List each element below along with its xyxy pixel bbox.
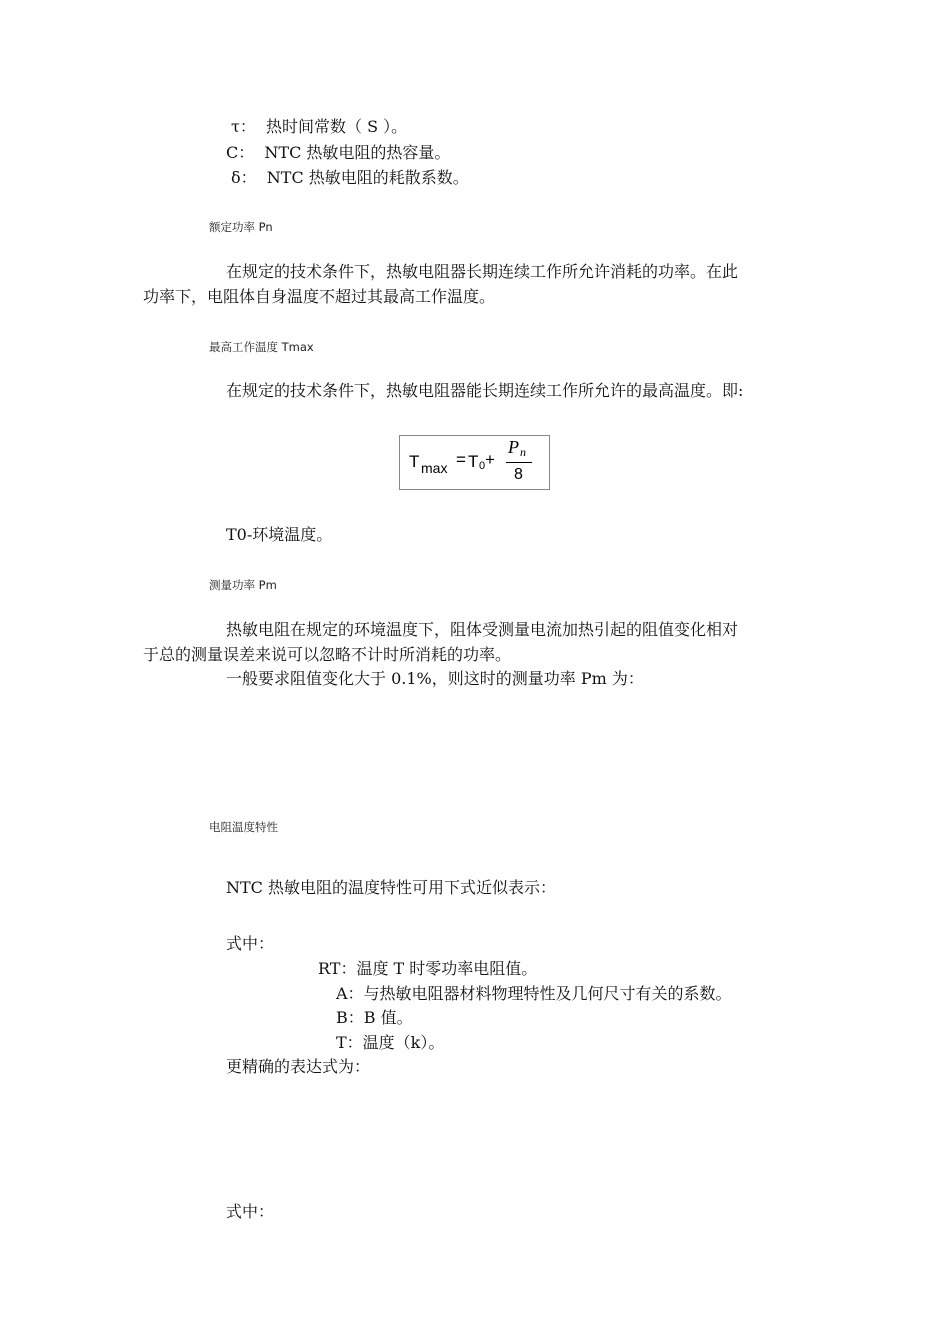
rt-definition: RT：温度 T 时零功率电阻值。 [318,959,538,978]
formula-numerator: P [508,437,519,457]
formula-plus: + [485,450,495,469]
tmax-paragraph: 在规定的技术条件下，热敏电阻器能长期连续工作所允许的最高温度。即: [226,381,744,400]
tmax-formula [399,435,550,490]
tmax-heading: 最高工作温度 Tmax [209,340,314,354]
where-label-1: 式中： [226,934,275,953]
resistance-temperature-heading: 电阻温度特性 [209,820,278,834]
where-label-2: 式中： [226,1202,275,1221]
rated-power-heading: 额定功率 Pn [209,220,273,234]
formula-equals: = [456,450,466,469]
tau-definition: τ： 热时间常数（ S ）。 [231,117,408,136]
c-definition: C： NTC 热敏电阻的热容量。 [226,143,451,162]
formula-t: T [409,452,420,471]
measure-power-heading: 测量功率 Pm [209,578,277,592]
measure-power-paragraph-line-3: 一般要求阻值变化大于 0.1%，则这时的测量功率 Pm 为： [226,669,644,688]
t-definition: T：温度（k）。 [336,1033,445,1052]
formula-numerator-subscript: n [520,445,526,459]
t0-definition: T0-环境温度。 [226,525,333,544]
rated-power-paragraph-line-1: 在规定的技术条件下，热敏电阻器长期连续工作所允许消耗的功率。在此 [226,262,739,281]
ntc-intro: NTC 热敏电阻的温度特性可用下式近似表示： [226,878,557,897]
rated-power-paragraph-line-2: 功率下，电阻体自身温度不超过其最高工作温度。 [143,287,496,306]
a-definition: A：与热敏电阻器材料物理特性及几何尺寸有关的系数。 [336,984,732,1003]
formula-t-subscript: max [421,460,448,476]
formula-t0-subscript: 0 [479,460,486,472]
measure-power-paragraph-line-1: 热敏电阻在规定的环境温度下，阻体受测量电流加热引起的阻值变化相对 [226,620,739,639]
formula-fraction-bar [506,462,532,463]
formula-t0: T [468,452,479,471]
more-precise-label: 更精确的表达式为： [226,1057,371,1076]
b-definition: B：B 值。 [336,1008,413,1027]
delta-definition: δ： NTC 热敏电阻的耗散系数。 [231,168,469,187]
formula-denominator: 8 [514,466,523,483]
measure-power-paragraph-line-2: 于总的测量误差来说可以忽略不计时所消耗的功率。 [143,645,512,664]
